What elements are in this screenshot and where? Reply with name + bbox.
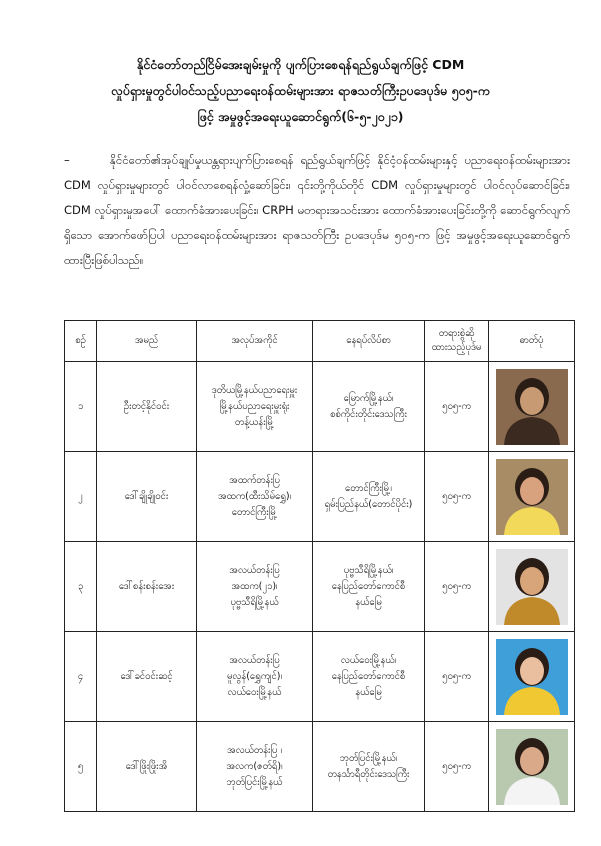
document-title: [40, 52, 561, 130]
person-photo: [496, 459, 568, 535]
table-row: [65, 452, 575, 542]
header-position: အလုပ်အကိုင်: [197, 321, 313, 362]
person-name: ဒေါ်ဖြိုးဖြိုးအိ: [97, 722, 197, 812]
address-line: နယ်မြေ: [355, 596, 382, 608]
position-line: တောင်ကြီးမြို့: [231, 506, 278, 518]
title-line-1: နိုင်ငံတော်တည်ငြိမ်အေးချမ်းမှုကို ပျက်ပြားစေရန်ရည်ရွယ်ချက်ဖြင့် CDM: [136, 57, 465, 72]
table-row: [65, 722, 575, 812]
table-body: [65, 362, 575, 812]
address-line: တောင်ကြီးမြို့၊: [345, 482, 392, 494]
person-address: [313, 632, 425, 722]
person-photo-cell: [489, 632, 575, 722]
person-photo-cell: [489, 362, 575, 452]
address-line: နေပြည်တော်ကောင်စီ: [331, 580, 406, 592]
address-line: ပုဗ္ဗသီရိမြို့နယ်၊: [343, 564, 394, 576]
person-position: [197, 542, 313, 632]
position-line: အထက(ထီးသိမ်ရွှေ)၊: [217, 490, 292, 502]
person-table: [64, 320, 575, 812]
row-number: ၅: [65, 722, 97, 812]
address-line: နယ်မြေ: [355, 686, 382, 698]
photo-face: [520, 567, 544, 595]
person-photo: [496, 549, 568, 625]
title-line-2: လှုပ်ရှားမှုတွင်ပါဝင်သည့်ပညာရေးဝန်ထမ်းများအား ရာဇသတ်ကြီးဥပဒေပုဒ်မ ၅၀၅-က: [111, 83, 490, 98]
header-no: စဉ်: [65, 321, 97, 362]
address-line: လယ်ဝေးမြို့နယ်၊: [340, 654, 397, 666]
position-line: ဒုတိယမြို့နယ်ပညာရေးမှူး: [211, 384, 298, 396]
photo-face: [520, 657, 544, 685]
position-line: ဘုတ်ပြင်းမြို့နယ်: [226, 776, 283, 788]
charge-section: ၅၀၅-က: [425, 632, 489, 722]
position-line: အလယ်တန်းပြ: [229, 654, 280, 666]
position-line: အလယ်တန်းပြ ၊: [227, 744, 282, 756]
position-line: အလက(ဇတ်ရိ)၊: [226, 760, 283, 772]
header-section-line-2: ထားသည့်ပုဒ်မ: [431, 342, 482, 353]
position-line: အလယ်တန်းပြ: [229, 564, 280, 576]
person-name: ဦးတင့်နိုင်ဝင်း: [97, 362, 197, 452]
position-line: တန့်ယန်းမြို့: [234, 416, 275, 428]
position-line: အထက(၂၁)၊: [231, 580, 278, 592]
person-position: [197, 722, 313, 812]
header-name: အမည်: [97, 321, 197, 362]
position-line: မြို့နယ်ပညာရေးမှူးရုံး: [219, 400, 290, 412]
row-number: ၂: [65, 452, 97, 542]
charge-section: ၅၀၅-က: [425, 722, 489, 812]
header-address: နေရပ်လိပ်စာ: [313, 321, 425, 362]
charge-section: ၅၀၅-က: [425, 362, 489, 452]
person-position: [197, 452, 313, 542]
address-line: စစ်ကိုင်းတိုင်းဒေသကြီး: [330, 408, 407, 420]
charge-section: ၅၀၅-က: [425, 542, 489, 632]
person-address: [313, 452, 425, 542]
person-photo-cell: [489, 542, 575, 632]
header-section: [425, 321, 489, 362]
address-line: မြောက်မြို့နယ်၊: [343, 392, 394, 404]
person-address: [313, 542, 425, 632]
person-photo-cell: [489, 722, 575, 812]
photo-face: [520, 387, 544, 415]
table-row: [65, 362, 575, 452]
address-line: နေပြည်တော်ကောင်စီ: [331, 670, 406, 682]
person-position: [197, 362, 313, 452]
position-line: ပုဗ္ဗသီရိမြို့နယ်: [230, 596, 279, 608]
person-name: ဒေါ်စန်းစန်းအေး: [97, 542, 197, 632]
address-line: ရှမ်းပြည်နယ်(တောင်ပိုင်း): [324, 498, 413, 510]
photo-face: [520, 477, 544, 505]
table-row: [65, 542, 575, 632]
charge-section: ၅၀၅-က: [425, 452, 489, 542]
address-line: ဘုတ်ပြင်းမြို့နယ်၊: [339, 752, 398, 764]
table-header-row: [65, 321, 575, 362]
person-photo: [496, 639, 568, 715]
paragraph-dash: –: [64, 153, 70, 167]
address-line: တနင်္သာရီတိုင်းဒေသကြီး: [327, 768, 410, 780]
row-number: ၄: [65, 632, 97, 722]
header-photo: ဓာတ်ပုံ: [489, 321, 575, 362]
position-line: မူလွန်(ရွှေကျင်)၊: [226, 670, 283, 682]
person-name: ဒေါ်ခင်ဝင်းဆင့်: [97, 632, 197, 722]
person-position: [197, 632, 313, 722]
title-line-3: ဖြင့် အမှုဖွင့်အရေးယူဆောင်ရွက်(၆-၅-၂၀၂၁): [197, 109, 404, 124]
row-number: ၃: [65, 542, 97, 632]
table-row: [65, 632, 575, 722]
header-section-line-1: တရားစွဲဆို: [438, 328, 475, 339]
position-line: လယ်ဝေးမြို့နယ်: [227, 686, 282, 698]
body-paragraph: [64, 148, 570, 273]
position-line: အထက်တန်းပြ: [229, 474, 280, 486]
person-name: ဒေါ်ချိုချိုဝင်း: [97, 452, 197, 542]
paragraph-text: နိုင်ငံတော်၏အုပ်ချုပ်မှုယန္တရားပျက်ပြားစေရန် ရည်ရွယ်ချက်ဖြင့် နိုင်ငံ့ဝန်ထမ်းများနှင့် ပညာရေးဝန်ထမ်းများအား CDM လှုပ်ရှားမှုများတွင် ပါဝင်လာစေရန်လှုံ့ဆော်ခြင်း၊ ၎င်းတို့ကိုယ်တိုင် CDM လှုပ်ရှားမှုများတွင် ပါဝင်လုပ်ဆောင်ခြင်း၊ CDM လှုပ်ရှားမှုအပေါ် ထောက်ခံအားပေးခြင်း၊ CRPH မတရားအသင်းအား ထောက်ခံအားပေးခြင်းတို့ကို ဆောင်ရွက်လျက်ရှိသော အောက်ဖော်ပြပါ ပညာရေးဝန်ထမ်းများအား ရာဇသတ်ကြီး ဥပဒေပုဒ်မ ၅၀၅-က ဖြင့် အမှုဖွင့်အရေးယူဆောင်ရွက်ထားပြီးဖြစ်ပါသည်။: [64, 153, 570, 267]
person-photo: [496, 729, 568, 805]
photo-face: [520, 747, 544, 775]
person-photo-cell: [489, 452, 575, 542]
person-address: [313, 362, 425, 452]
person-photo: [496, 369, 568, 445]
person-address: [313, 722, 425, 812]
row-number: ၁: [65, 362, 97, 452]
